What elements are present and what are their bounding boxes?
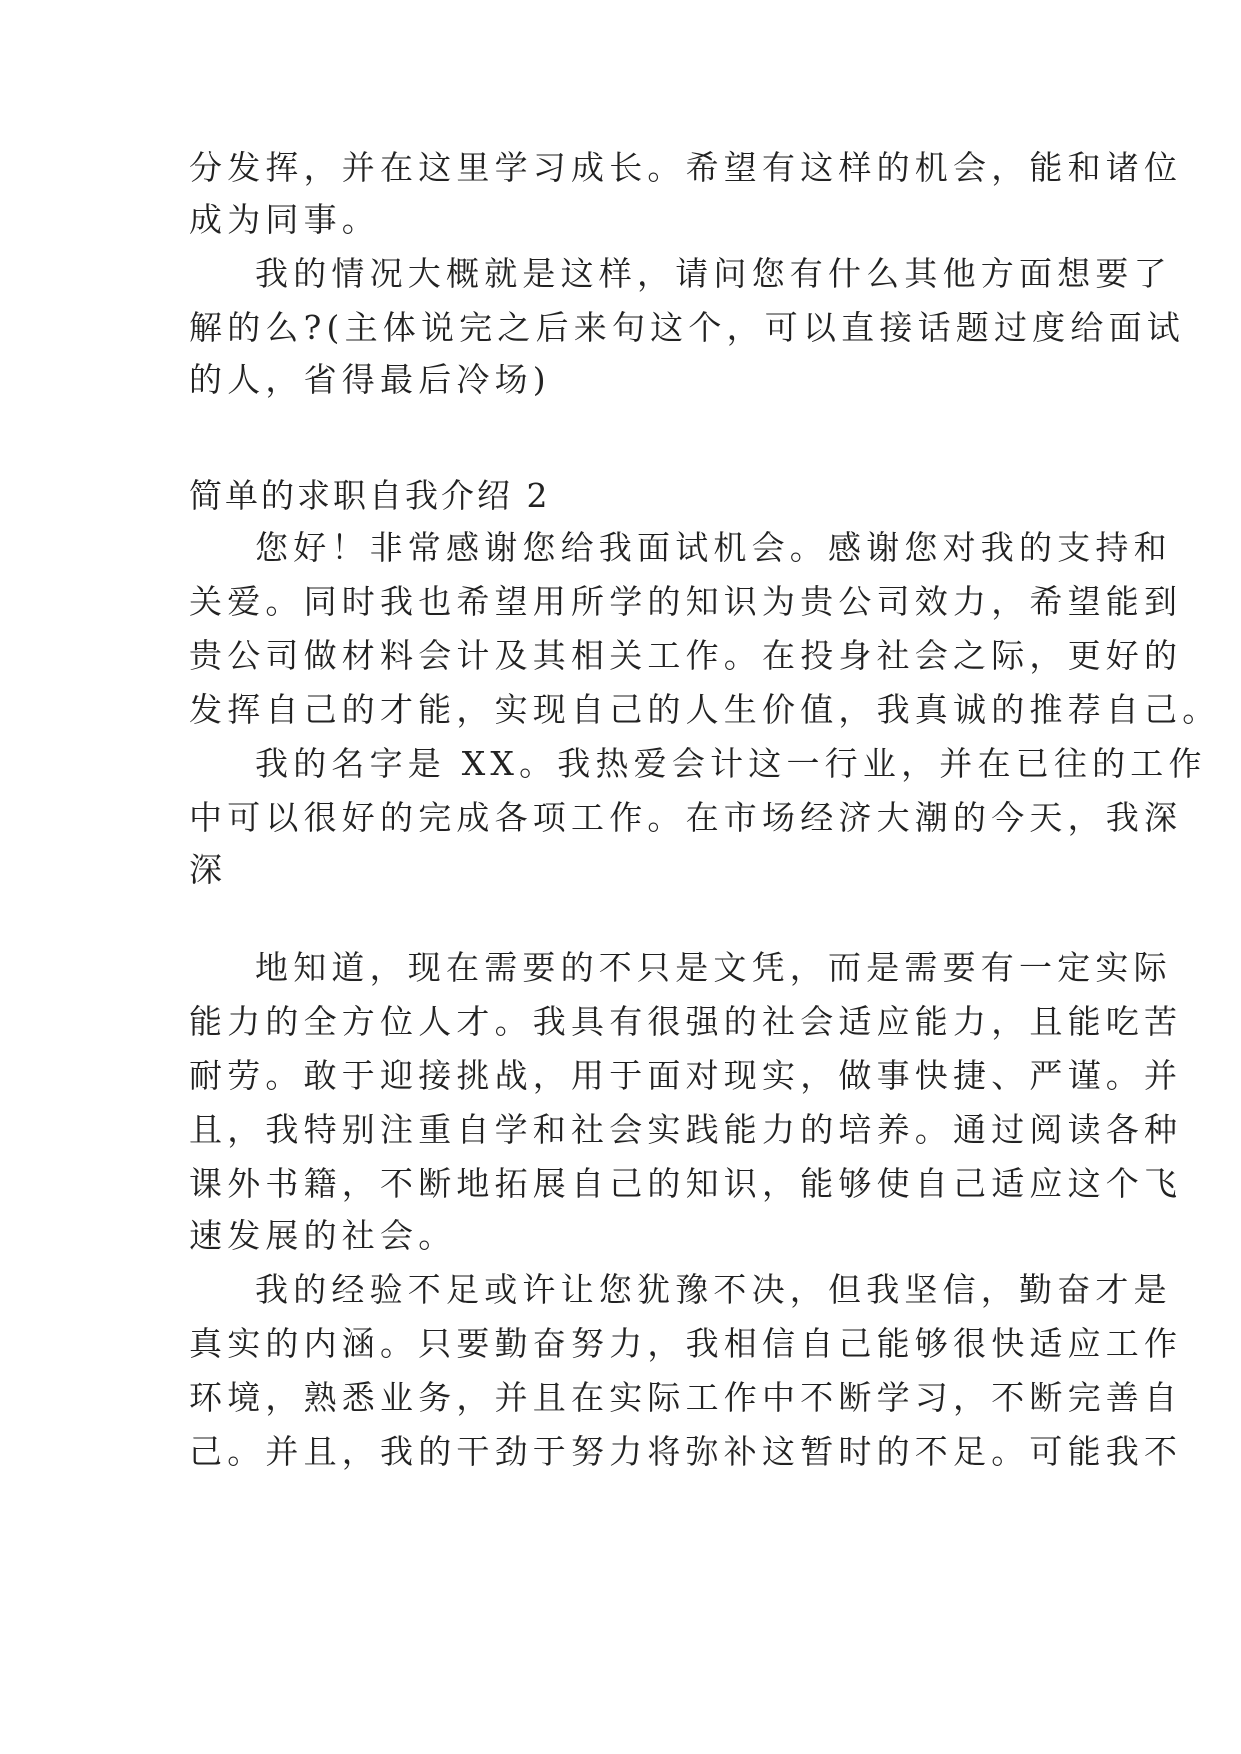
paragraph-3-line-1: 您好！非常感谢您给我面试机会。感谢您对我的支持和 xyxy=(255,528,1172,567)
paragraph-5-line-4: 且，我特别注重自学和社会实践能力的培养。通过阅读各种 xyxy=(189,1110,1183,1149)
paragraph-5-line-5: 课外书籍，不断地拓展自己的知识，能够使自己适应这个飞 xyxy=(189,1164,1183,1203)
paragraph-5-line-6: 速发展的社会。 xyxy=(189,1216,457,1255)
paragraph-2-line-3: 的人，省得最后冷场) xyxy=(189,360,551,399)
paragraph-5-line-3: 耐劳。敢于迎接挑战，用于面对现实，做事快捷、严谨。并 xyxy=(189,1056,1183,1095)
paragraph-2-line-1: 我的情况大概就是这样，请问您有什么其他方面想要了 xyxy=(255,254,1172,293)
paragraph-5-line-2: 能力的全方位人才。我具有很强的社会适应能力，且能吃苦 xyxy=(189,1002,1183,1041)
paragraph-4-line-2: 中可以很好的完成各项工作。在市场经济大潮的今天，我深 xyxy=(189,798,1183,837)
paragraph-2-line-2: 解的么?(主体说完之后来句这个，可以直接话题过度给面试 xyxy=(189,308,1185,347)
paragraph-1-line-2: 成为同事。 xyxy=(189,200,380,239)
paragraph-6-line-4: 己。并且，我的干劲于努力将弥补这暂时的不足。可能我不 xyxy=(189,1432,1183,1471)
paragraph-3-line-2: 关爱。同时我也希望用所学的知识为贵公司效力，希望能到 xyxy=(189,582,1183,621)
paragraph-6-line-3: 环境，熟悉业务，并且在实际工作中不断学习，不断完善自 xyxy=(189,1378,1183,1417)
paragraph-6-line-1: 我的经验不足或许让您犹豫不决，但我坚信，勤奋才是 xyxy=(255,1270,1172,1309)
paragraph-3-line-4: 发挥自己的才能，实现自己的人生价值，我真诚的推荐自己。 xyxy=(189,690,1221,729)
paragraph-6-line-2: 真实的内涵。只要勤奋努力，我相信自己能够很快适应工作 xyxy=(189,1324,1183,1363)
paragraph-4-line-1: 我的名字是 XX。我热爱会计这一行业，并在已往的工作 xyxy=(255,744,1207,783)
paragraph-3-line-3: 贵公司做材料会计及其相关工作。在投身社会之际，更好的 xyxy=(189,636,1183,675)
paragraph-1-line-1: 分发挥，并在这里学习成长。希望有这样的机会，能和诸位 xyxy=(189,148,1183,187)
paragraph-4-line-3: 深 xyxy=(189,850,228,889)
paragraph-5-line-1: 地知道，现在需要的不只是文凭，而是需要有一定实际 xyxy=(255,948,1172,987)
section-heading: 简单的求职自我介绍 2 xyxy=(189,476,551,515)
